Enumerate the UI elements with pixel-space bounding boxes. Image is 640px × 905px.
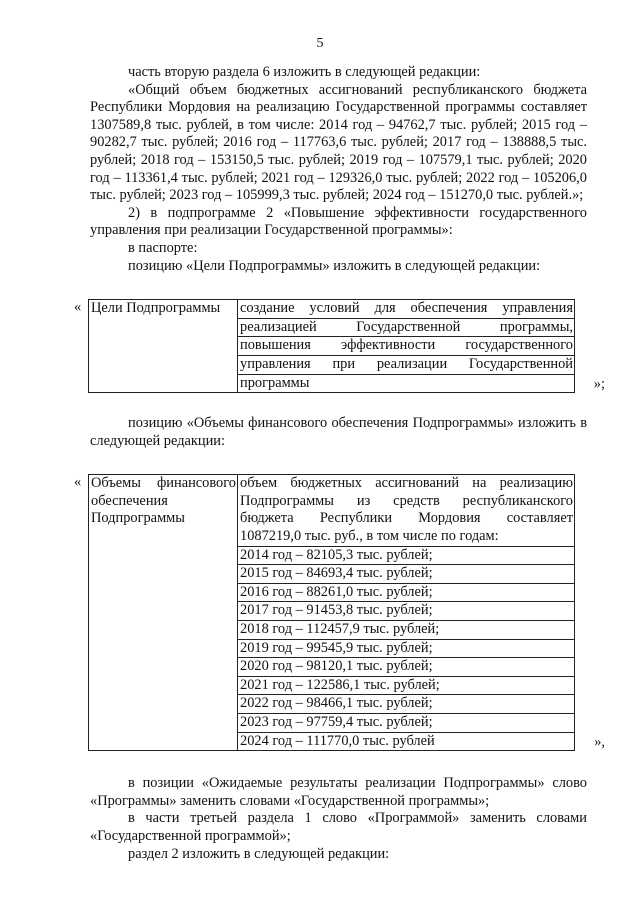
goals-value-cell [238, 300, 575, 393]
open-quote: « [74, 299, 82, 316]
paragraph: позицию «Цели Подпрограммы» изложить в следующей редакции: [128, 257, 541, 274]
goals-line: повышения эффективности государственного [238, 337, 574, 356]
funding-year-line: 2022 год – 98466,1 тыс. рублей; [238, 695, 574, 714]
goals-line: реализацией Государственной программы, [238, 319, 574, 338]
paragraph: часть вторую раздела 6 изложить в следующей редакции: [128, 64, 481, 80]
paragraph: позицию «Объемы финансового обеспечения Подпрограммы» изложить в следующей редакции: [90, 415, 587, 449]
funding-year-line: 2014 год – 82105,3 тыс. рублей; [238, 547, 574, 566]
funding-intro-line: 1087219,0 тыс. руб., в том числе по годам: [238, 528, 574, 547]
funding-label-cell [89, 475, 238, 751]
funding-intro-line: Подпрограммы из средств республиканского [240, 492, 573, 509]
goals-line: создание условий для обеспечения управления [238, 300, 574, 319]
funding-year-line: 2017 год – 91453,8 тыс. рублей; [238, 602, 574, 621]
close-quote: »; [593, 375, 605, 392]
funding-table [88, 474, 575, 751]
funding-table-block [74, 474, 605, 751]
paragraph: в паспорте: [128, 239, 198, 256]
funding-intro-line: объем бюджетных ассигнований на реализацию [240, 475, 573, 492]
paragraph: раздел 2 изложить в следующей редакции: [128, 845, 390, 862]
funding-label-line: Подпрограммы [91, 510, 185, 527]
funding-intro-line: бюджета Республики Мордовия составляет [240, 510, 573, 527]
funding-year-line: 2016 год – 88261,0 тыс. рублей; [238, 584, 574, 603]
paragraph: в части третьей раздела 1 слово «Программой» заменить словами «Государственной программой»; [90, 810, 587, 844]
goals-table [88, 299, 575, 393]
funding-year-line: 2015 год – 84693,4 тыс. рублей; [238, 565, 574, 584]
funding-year-line: 2023 год – 97759,4 тыс. рублей; [238, 714, 574, 733]
goals-line: управления при реализации Государственной [238, 356, 574, 375]
funding-year-line: 2021 год – 122586,1 тыс. рублей; [238, 677, 574, 696]
funding-year-line: 2019 год – 99545,9 тыс. рублей; [238, 640, 574, 659]
paragraph: «Общий объем бюджетных ассигнований республиканского бюджета Республики Мордовия на реализацию Государственной программы составляет 1307589,8 тыс. рублей, в том числе: 2014 год – 94762,7 тыс. рублей; 2015 год – 90282,7 тыс. рублей; 2016 год – 117763,6 тыс. рублей; 2017 год – 138888,5 тыс. рублей; 2018 год – 153150,5 тыс. рублей; 2019 год – 107579,1 тыс. рублей; 2020 год – 113361,4 тыс. рублей; 2021 год – 129326,0 тыс. рублей; 2022 год – 105206,0 тыс. рублей; 2023 год – 105999,3 тыс. рублей; 2024 год – 151270,0 тыс. рублей.»; [90, 81, 587, 204]
page-number: 5 [316, 36, 324, 51]
funding-year-line: 2018 год – 112457,9 тыс. рублей; [238, 621, 574, 640]
goals-label-cell [89, 300, 238, 393]
funding-label-line: Объемы финансового [91, 475, 236, 492]
funding-year-line: 2020 год – 98120,1 тыс. рублей; [238, 658, 574, 677]
paragraph: в позиции «Ожидаемые результаты реализации Подпрограммы» слово «Программы» заменить словами «Государственной программы»; [90, 775, 587, 809]
paragraph: 2) в подпрограмме 2 «Повышение эффективности государственного управления при реализации Государственной программы»: [90, 204, 587, 239]
funding-year-line: 2024 год – 111770,0 тыс. рублей [240, 732, 435, 749]
funding-label-line: обеспечения [91, 492, 168, 509]
funding-value-cell [238, 475, 575, 751]
document-body [74, 64, 605, 863]
goals-line: программы [240, 374, 310, 391]
close-quote: », [594, 733, 605, 750]
open-quote: « [74, 474, 82, 491]
goals-label: Цели Подпрограммы [91, 300, 221, 317]
goals-table-block [74, 299, 605, 393]
